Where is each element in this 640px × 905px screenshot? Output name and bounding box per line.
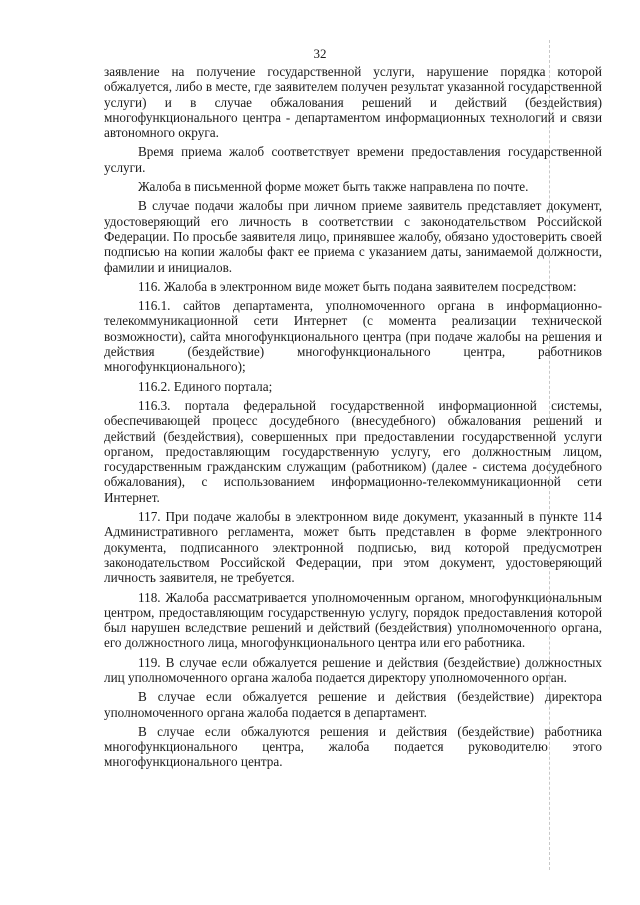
paragraph-intro-continuation: заявление на получение государственной услуги, нарушение порядка которой обжалуется, либо в месте, где заявителем получен результат указанной государственной услуги) и в случае обжалования решений и действий (бездействия) многофункционального центра - департаментом информационных технологий и связи автономного округа. [104, 64, 602, 141]
paragraph-reception-time: Время приема жалоб соответствует времени предоставления государственной услуги. [104, 144, 602, 175]
paragraph-119: 119. В случае если обжалуется решение и действия (бездействие) должностных лиц уполномоченного органа жалоба подается директору уполномоченного орган. [104, 654, 602, 685]
paragraph-116-2: 116.2. Единого портала; [138, 378, 273, 394]
paragraph-director-complaint: В случае если обжалуется решение и действия (бездействие) директора уполномоченного органа жалоба подается в департамент. [104, 689, 602, 720]
paragraph-116-3: 116.3. портала федеральной государственной информационной системы, обеспечивающей процесс досудебного (внесудебного) обжалования решений и действий (бездействия), совершенных при предоставлении государственной услуги органом, предоставляющим государственную услугу, его должностным лицом, государственным гражданским служащим (работником) (далее - система досудебного обжалования), с использованием информационно-телекоммуникационной сети Интернет. [104, 397, 602, 505]
paragraph-116: 116. Жалоба в электронном виде может быть подана заявителем посредством: [138, 278, 577, 294]
paragraph-117: 117. При подаче жалобы в электронном виде документ, указанный в пункте 114 Административного регламента, может быть представлен в форме электронного документа, подписанного электронной подписью, вид которой предусмотрен законодательством Российской Федерации, при этом документ, удостоверяющий личность заявителя, не требуется. [104, 509, 602, 586]
paragraph-personal-submission: В случае подачи жалобы при личном приеме заявитель представляет документ, удостоверяющий его личность в соответствии с законодательством Российской Федерации. По просьбе заявителя лицо, принявшее жалобу, обязано удостоверить своей подписью на копии жалобы факт ее приема с указанием даты, занимаемой должности, фамилии и инициалов. [104, 198, 602, 275]
document-body [104, 64, 602, 770]
paragraph-written-complaint: Жалоба в письменной форме может быть также направлена по почте. [138, 179, 529, 195]
paragraph-mfc-complaint: В случае если обжалуются решения и действия (бездействие) работника многофункционального центра, жалоба подается руководителю этого многофункционального центра. [104, 723, 602, 770]
page-number: 32 [313, 46, 327, 61]
paragraph-116-1: 116.1. сайтов департамента, уполномоченного органа в информационно-телекоммуникационной сети Интернет (с момента реализации технической возможности), сайта многофункционального центра (при подаче жалобы на решения и действия (бездействие) многофункционального центра, работников многофункционального); [104, 298, 602, 375]
paragraph-118: 118. Жалоба рассматривается уполномоченным органом, многофункциональным центром, предоставляющим государственную услугу, порядок предоставления которой был нарушен вследствие решений и действий (бездействия) уполномоченного органа, его должностного лица, многофункционального центра или его работника. [104, 589, 602, 651]
